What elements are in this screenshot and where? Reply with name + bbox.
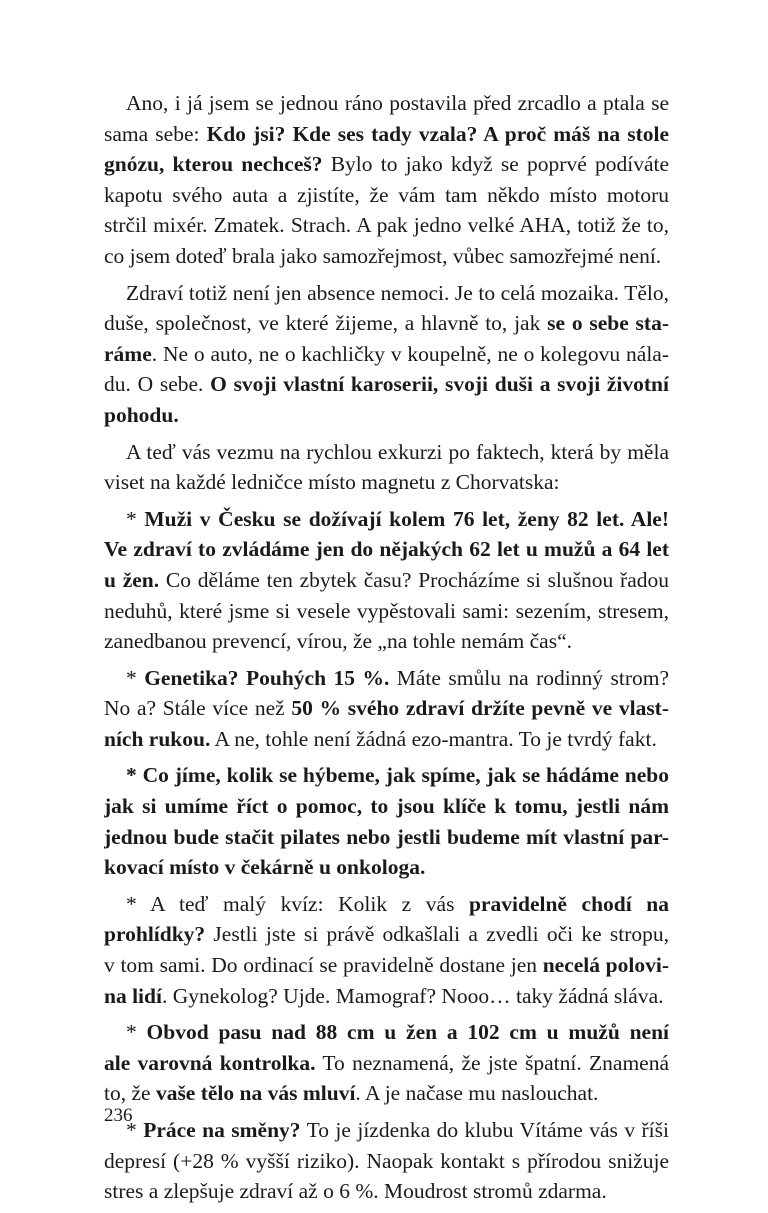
text-line (104, 278, 669, 309)
text-line (104, 950, 669, 981)
bold-text: jednou bude stačit pilates nebo jestli budeme mít vlastní par- (104, 824, 669, 849)
text-span: co jsem doteď brala jako samozřejmost, vůbec samozřejmé není. (104, 243, 662, 268)
bold-text: ale varovná kontrolka. (104, 1050, 316, 1075)
text-span: To je jízdenka do klubu Vítáme vás v říši (300, 1118, 669, 1142)
bold-text: pravidelně chodí na (469, 891, 669, 916)
text-span: A teď vás vezmu na rychlou exkurzi po faktech, která by měla (126, 439, 669, 464)
bold-text: u žen. (104, 567, 160, 592)
text-span: A ne, tohle není žádná ezo-mantra. To je tvrdý fakt. (210, 726, 657, 751)
bold-text: ních rukou. (104, 726, 211, 751)
text-line (104, 889, 669, 920)
text-line (104, 339, 669, 370)
bold-text: se o sebe sta- (547, 311, 669, 336)
text-span: Zdraví totiž není jen absence nemoci. Je to celá mozaika. Tělo, (126, 280, 669, 305)
text-line (104, 724, 669, 755)
bold-text: 50 % svého zdraví držíte pevně ve vlast- (291, 696, 669, 721)
text-span: Ano, i já jsem se jednou ráno postavila před zrcadlo a ptala se (126, 91, 669, 115)
text-span: sama sebe: (104, 121, 207, 146)
text-span: * A teď malý kvíz: Kolik z vás (126, 891, 470, 916)
text-span: duše, společnost, ve které žijeme, a hlavně to, jak (104, 311, 548, 336)
text-span: depresí (+28 % vyšší riziko). Naopak kontakt s přírodou snižuje (104, 1148, 669, 1173)
bold-text: Obvod pasu nad 88 cm u žen a 102 cm u mužů není (146, 1020, 669, 1045)
text-line (104, 1048, 669, 1079)
bold-text: ráme (104, 341, 152, 366)
text-line (104, 437, 669, 468)
text-span: . Ne o auto, ne o kachličky v koupelně, ne o kolegovu nála- (151, 341, 669, 366)
text-span: viset na každé ledničce místo magnetu z Chorvatska: (104, 470, 560, 495)
paragraph (104, 504, 669, 657)
text-line (104, 241, 669, 272)
text-line (104, 119, 669, 150)
bold-text: Genetika? Pouhých 15 %. (144, 665, 390, 690)
bold-text: Muži v Česku se dožívají kolem 76 let, ženy 82 let. Ale! (144, 506, 669, 531)
text-line (104, 626, 669, 657)
text-line (104, 822, 669, 853)
text-span: * (126, 1118, 144, 1142)
text-span: . Gynekolog? Ujde. Mamograf? Nooo… taky žádná sláva. (161, 983, 664, 1008)
bold-text: vaše tělo na vás mluví (155, 1081, 356, 1106)
bold-text: kovací místo v čekárně u onkologa. (104, 855, 426, 880)
text-line (104, 1017, 669, 1048)
text-line (104, 693, 669, 724)
text-span: To neznamená, že jste špatní. Znamená (315, 1050, 669, 1075)
text-line (104, 1078, 669, 1109)
paragraph (104, 760, 669, 882)
text-line (104, 534, 669, 565)
text-span: neduhů, které jsme si vesele vypěstovali sami: sezením, stresem, (104, 598, 669, 623)
text-line (104, 504, 669, 535)
text-span: * (126, 665, 145, 690)
text-line (104, 919, 669, 950)
text-line (104, 1146, 669, 1177)
text-line (104, 467, 669, 498)
paragraph (104, 278, 669, 431)
text-span: Bylo to jako když se poprvé podíváte (330, 152, 669, 177)
text-span: Máte smůlu na rodinný strom? (389, 665, 669, 690)
text-span: du. O sebe. (104, 372, 211, 397)
bold-text: Práce na směny? (143, 1118, 301, 1142)
text-span: * (126, 1020, 147, 1045)
text-line (104, 663, 669, 694)
text-span: strčil mixér. Zmatek. Strach. A pak jedno velké AHA, totiž že to, (104, 213, 669, 238)
text-span: Jestli jste si právě odkašlali a zvedli oči ke stropu, (213, 922, 669, 947)
text-span: * (126, 506, 145, 531)
bold-text: gnózu, kterou nechceš? (104, 152, 323, 177)
body-text (104, 88, 669, 1213)
text-span: kapotu svého auta a zjistíte, že vám tam někdo místo motoru (104, 182, 669, 207)
bold-text: prohlídky? (104, 922, 206, 947)
text-line (104, 369, 669, 400)
text-line (104, 88, 669, 119)
bold-text: na lidí (104, 983, 162, 1008)
page-number: 236 (104, 1105, 133, 1126)
text-line (104, 210, 669, 241)
text-span: No a? Stále více než (104, 696, 292, 721)
bold-text: pohodu. (104, 402, 179, 427)
paragraph (104, 437, 669, 498)
text-line (104, 149, 669, 180)
bold-text: * Co jíme, kolik se hýbeme, jak spíme, jak se hádáme nebo (126, 763, 669, 788)
bold-text: necelá polovi- (542, 953, 669, 978)
text-span: . A je načase mu naslouchat. (355, 1081, 599, 1106)
bold-text: O svoji vlastní karoserii, svoji duši a svoji životní (210, 372, 669, 397)
text-line (104, 400, 669, 431)
text-line (104, 791, 669, 822)
text-line (104, 760, 669, 791)
text-span: zanedbanou prevencí, vírou, že „na tohle nemám čas“. (104, 629, 573, 654)
text-span: stres a zlepšuje zdraví až o 6 %. Moudrost stromů zdarma. (104, 1179, 607, 1204)
bold-text: Ve zdraví to zvládáme jen do nějakých 62 let u mužů a 64 let (104, 537, 669, 562)
text-line (104, 852, 669, 883)
text-span: Co děláme ten zbytek času? Procházíme si slušnou řadou (159, 567, 669, 592)
text-span: to, že (104, 1081, 156, 1106)
text-line (104, 981, 669, 1012)
text-line (104, 1115, 669, 1146)
text-span: v tom sami. Do ordinací se pravidelně dostane jen (104, 953, 543, 978)
paragraph (104, 1017, 669, 1109)
text-line (104, 308, 669, 339)
bold-text: Kdo jsi? Kde ses tady vzala? A proč máš na stole (206, 121, 669, 146)
text-line (104, 180, 669, 211)
text-line (104, 596, 669, 627)
paragraph (104, 663, 669, 755)
paragraph (104, 889, 669, 1011)
bold-text: jak si umíme říct o pomoc, to jsou klíče k tomu, jestli nám (104, 794, 669, 819)
text-line (104, 565, 669, 596)
paragraph (104, 1115, 669, 1207)
paragraph (104, 88, 669, 272)
